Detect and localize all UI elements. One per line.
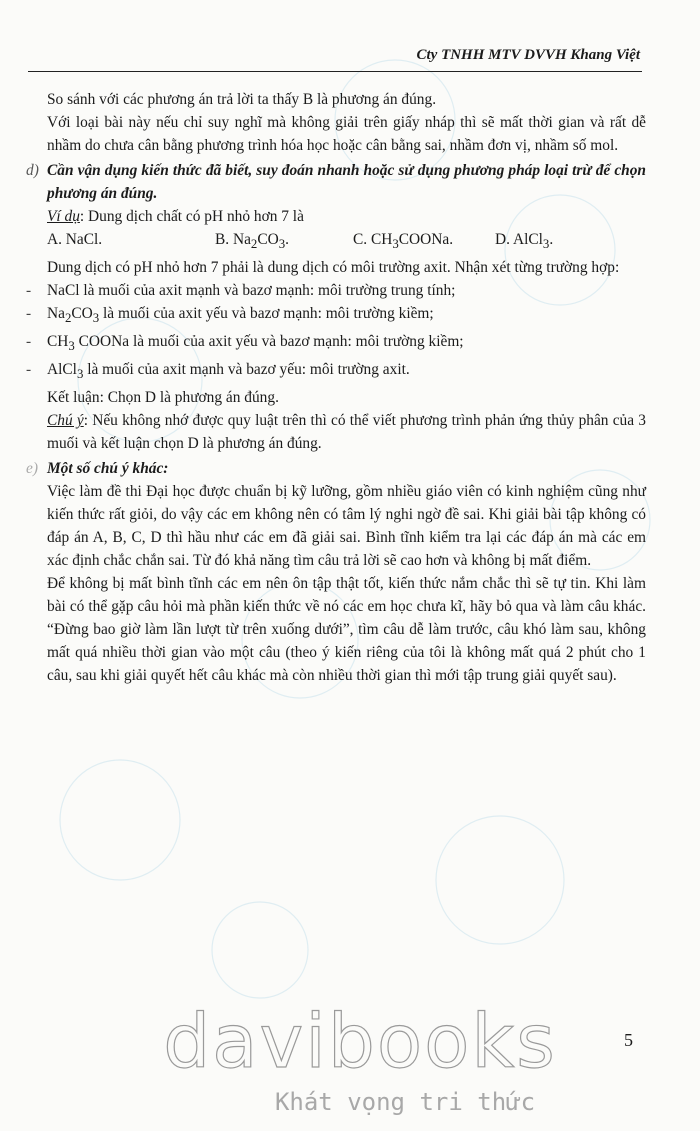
option-c: C. $CH_3COONa$.	[353, 231, 454, 252]
bullet-alcl3: AlCl$_3$ là muối của axit mạnh và bazơ yếu: môi trường axit.	[47, 361, 410, 382]
note-text	[26, 409, 646, 455]
section-e-paragraph-2: Để không bị mất bình tĩnh các em nên ôn tập thật tốt, kiến thức nắm chắc thì sẽ tự tin. Khi làm bài có thể gặp câu hỏi mà phần kiến thức về nó các em học chưa kĩ, hãy bỏ qua và làm câu khác. “Đừng bao giờ làm lần lượt từ trên xuống dưới”, tìm câu dễ làm trước, câu khó làm sau, không mất quá nhiều thời gian vào một câu (theo ý kiến riêng của tôi là không mất quá 2 phút cho 1 câu, sau khi giải quyết hết câu khác mà còn nhiều thời gian thì mới tập trung giải quyết sau).	[47, 575, 646, 685]
bullet-na2co3: $Na_2CO_3$ là muối của axit yếu và bazơ mạnh: môi trường kiềm;	[47, 305, 434, 326]
section-d-label: d)	[26, 162, 39, 179]
brand-slogan: Khát vọng tri thức	[274, 1088, 536, 1116]
publisher-header: Cty TNHH MTV DVVH Khang Việt	[416, 47, 640, 63]
section-d-title: Cần vận dụng kiến thức đã biết, suy đoán nhanh hoặc sử dụng phương pháp loại trừ để chọn phương án đúng.	[47, 162, 646, 202]
bullet-dash: -	[26, 333, 32, 351]
bullet-dash: -	[26, 305, 32, 323]
bullet-dash: -	[26, 282, 32, 300]
option-b: B. $Na_2CO_3$.	[215, 231, 290, 252]
list-item	[26, 302, 646, 330]
conclusion-text: Kết luận: Chọn D là phương án đúng.	[47, 389, 279, 407]
bullet-ch3coona: $CH_3$ COONa là muối của axit yếu và bazơ mạnh: môi trường kiềm;	[47, 333, 464, 354]
section-e-heading	[26, 457, 646, 480]
list-item	[26, 358, 646, 386]
page-body	[26, 88, 646, 687]
bullet-dash: -	[26, 361, 32, 379]
list-item	[26, 279, 646, 302]
page-number: 5	[624, 1030, 633, 1050]
bullet-nacl: NaCl là muối của axit mạnh và bazơ mạnh: môi trường trung tính;	[47, 282, 456, 300]
answer-options	[26, 228, 646, 256]
example-question	[26, 205, 646, 228]
example-text: : Dung dịch chất có pH nhỏ hơn 7 là	[79, 208, 304, 225]
header-divider	[28, 71, 642, 72]
paragraph-comparison: So sánh với các phương án trả lời ta thấy B là phương án đúng.	[47, 91, 437, 108]
section-d-heading	[26, 159, 646, 205]
section-e-paragraph-1: Việc làm đề thi Đại học được chuẩn bị kỹ lưỡng, gồm nhiều giáo viên có kinh nghiệm cũng như kiến thức rất giỏi, do vậy các em không nên có tâm lý nghi ngờ đề sai. Khi giải bài tập không có đáp án A, B, C, D thì hầu như các em đã giải sai. Bình tĩnh kiểm tra lại các đáp án mà các em xác định chắc chắn sai. Từ đó khả năng tìm câu trả lời sẽ cao hơn và không bị mất điểm.	[47, 483, 646, 570]
list-item	[26, 330, 646, 358]
note-body: : Nếu không nhớ được quy luật trên thì có thể viết phương trình phản ứng thủy phân của 3 muối và kết luận chọn D là phương án đúng.	[47, 412, 646, 453]
section-e-label: e)	[26, 460, 38, 478]
note-label: Chú ý	[47, 412, 84, 430]
option-a: A. NaCl.	[47, 231, 103, 248]
brand-watermark: davibooks	[163, 999, 557, 1085]
section-e-title: Một số chú ý khác:	[47, 460, 169, 478]
paragraph-warning: Với loại bài này nếu chỉ suy nghĩ mà không giải trên giấy nháp thì sẽ mất thời gian và rất dễ nhầm do chưa cân bằng phương trình hóa học hoặc cân bằng sai, nhầm đơn vị, nhầm số mol.	[47, 114, 646, 154]
option-d: D. AlCl$_3$.	[495, 231, 554, 252]
example-label: Ví dụ	[47, 208, 80, 225]
analysis-text: Dung dịch có pH nhỏ hơn 7 phải là dung dịch có môi trường axit. Nhận xét từng trường hợp:	[47, 259, 620, 277]
